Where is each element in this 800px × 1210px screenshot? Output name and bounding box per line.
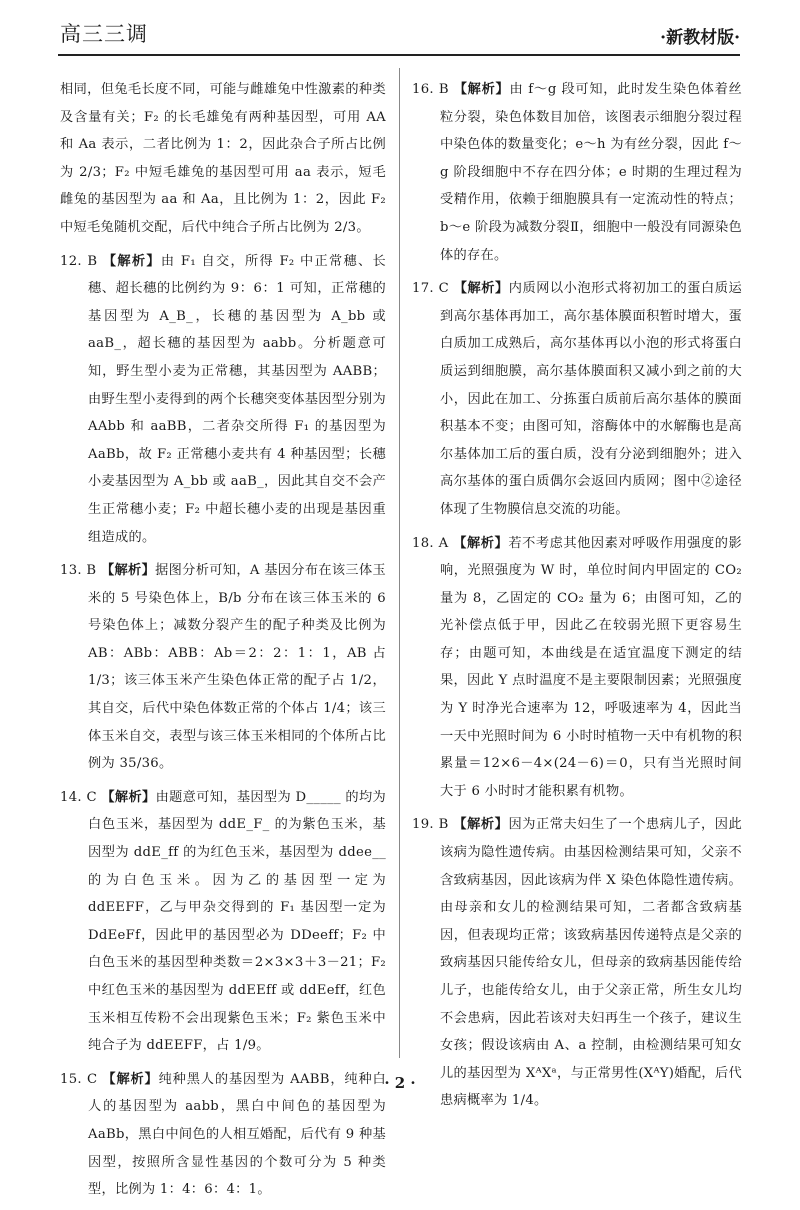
answer-item-18 (412, 530, 742, 806)
answer-explanation: 因为正常夫妇生了一个患病儿子，因此该病为隐性遗传病。由基因检测结果可知，父亲不含致病基因，因此该病为伴 X 染色体隐性遗传病。由母亲和女儿的检测结果可知，二者都含致病基因，但表现均正常；该致病基因传递特点是父亲的致病基因只能传给女儿，但母亲的致病基因能传给儿子，也能传给女儿，由于父亲正常，所生女儿均不会患病，因此若该对夫妇再生一个孩子，建议生女孩；假设该病由 A、a 控制，由检测结果可知女儿的基因型为 XᴬXᵃ，与正常男性(XᴬY)婚配，后代患病概率为 1/4。 (440, 817, 742, 1109)
question-number: 15. (60, 1071, 82, 1087)
answer-letter: B (86, 563, 97, 579)
answer-explanation: 由题意可知，基因型为 D_____ 的均为白色玉米，基因型为 ddE_F_ 的为紫色玉米，基因型为 ddE_ff 的为红色玉米，基因型为 ddee__ 的为白色玉米。因为乙的基因型一定为 ddEEFF，乙与甲杂交得到的 F₁ 基因型一定为 DdEeFf，因此甲的基因型必为 DDeeff；F₂ 中白色玉米的基因型种类数＝2×3×3＋3－21；F₂ 中红色玉米的基因型为 ddEEff 或 ddEeff，红色玉米相互传粉不会出现紫色玉米；F₂ 紫色玉米中纯合子为 ddEEFF，占 1/9。 (88, 789, 387, 1054)
answer-explanation: 内质网以小泡形式将初加工的蛋白质运到高尔基体再加工，高尔基体膜面积暂时增大，蛋白质加工成熟后，高尔基体再以小泡的形式将蛋白质运到细胞膜，高尔基体膜面积又减小到之前的大小，因此在加工、分拣蛋白质前后高尔基体的膜面积基本不变；由图可知，溶酶体中的水解酶也是高尔基体加工后的蛋白质，没有分泌到细胞外；进入高尔基体的蛋白质偶尔会返回内质网；图中②途径体现了生物膜信息交流的功能。 (440, 281, 742, 517)
column-divider (399, 68, 400, 1058)
analysis-tag: 【解析】 (453, 817, 509, 833)
page-header (58, 14, 740, 56)
answer-letter: C (438, 281, 450, 297)
answer-explanation: 由 F₁ 自交，所得 F₂ 中正常穗、长穗、超长穗的比例约为 9：6：1 可知，正常穗的基因型为 A_B_，长穗的基因型为 A_bb 或 aaB_，超长穗的基因型为 aabb。分析题意可知，野生型小麦为正常穗，其基因型为 AABB；由野生型小麦得到的两个长穗突变体基因型分别为 AAbb 和 aaBB，二者杂交所得 F₁ 的基因型为 AaBb，故 F₂ 正常穗小麦共有 4 种基因型；长穗小麦基因型为 A_bb 或 aaB_，因此其自交不会产生正常穗小麦；F₂ 中超长穗小麦的出现是基因重组造成的。 (88, 253, 387, 545)
question-number: 14. (60, 789, 82, 805)
left-column (60, 76, 386, 1210)
answer-item-16 (412, 76, 742, 269)
answer-explanation: 由 f～g 段可知，此时发生染色体着丝粒分裂，染色体数目加倍，该图表示细胞分裂过程中染色体的数量变化；e～h 为有丝分裂，因此 f～g 阶段细胞中不存在四分体；e 时期的生理过程为受精作用，依赖于细胞膜具有一定流动性的特点；b～e 阶段为减数分裂Ⅱ，细胞中一般没有同源染色体的存在。 (440, 82, 743, 263)
answer-item-13 (60, 557, 386, 778)
answer-item-17 (412, 275, 742, 523)
answer-letter: C (86, 789, 97, 805)
answer-explanation: 据图分析可知，A 基因分布在该三体玉米的 5 号染色体上，B/b 分布在该三体玉米的 6 号染色体上；减数分裂产生的配子种类及比例为 AB：ABb：ABB：Ab＝2：2：1：1，AB 占 1/3；该三体玉米产生染色体正常的配子占 1/2，其自交，后代中染色体数正常的个体占 1/4；该三体玉米自交，表型与该三体玉米相同的个体所占比例为 35/36。 (88, 563, 386, 772)
analysis-tag: 【解析】 (102, 1071, 159, 1087)
answer-explanation: 纯种黑人的基因型为 AABB，纯种白人的基因型为 aabb，黑白中间色的基因型为 AaBb，黑白中间色的人相互婚配，后代有 9 种基因型，按照所含显性基因的个数可分为 5 种类型，比例为 1：4：6：4：1。 (88, 1071, 386, 1198)
analysis-tag: 【解析】 (453, 281, 509, 297)
question-number: 16. (412, 82, 434, 97)
analysis-tag: 【解析】 (100, 563, 156, 579)
answer-item-19 (412, 811, 742, 1115)
right-column (412, 76, 742, 1121)
answer-item-14 (60, 784, 386, 1060)
header-edition: ·新教材版· (660, 28, 740, 48)
answer-letter: B (87, 253, 98, 269)
question-number: 12. (60, 253, 82, 269)
header-title: 高三三调 (60, 22, 148, 46)
analysis-tag: 【解析】 (102, 253, 161, 269)
question-number: 19. (412, 817, 434, 833)
answer-item-12 (60, 248, 386, 552)
page-number: · 2 · (384, 1074, 416, 1092)
answer-letter: C (86, 1071, 98, 1087)
continued-answer-text: 相同，但兔毛长度不同，可能与雌雄兔中性激素的种类及含量有关；F₂ 的长毛雄兔有两种基因型，可用 AA 和 Aa 表示，二者比例为 1：2，因此杂合子所占比例为 2/3；F₂ 中短毛雄兔的基因型可用 aa 表示，短毛雌兔的基因型为 aa 和 Aa，且比例为 1：2，因此 F₂ 中短毛兔随机交配，后代中纯合子所占比例为 2/3。 (60, 82, 386, 235)
question-number: 13. (60, 563, 82, 579)
analysis-tag: 【解析】 (101, 789, 156, 805)
analysis-tag: 【解析】 (453, 535, 509, 551)
answer-explanation: 若不考虑其他因素对呼吸作用强度的影响，光照强度为 W 时，单位时间内甲固定的 CO₂ 量为 8，乙固定的 CO₂ 量为 6；由图可知，乙的光补偿点低于甲，因此乙在较弱光照下更容易生存；由题可知，本曲线是在适宜温度下测定的结果，因此 Y 点时温度不是主要限制因素；光照强度为 Y 时净光合速率为 12，呼吸速率为 4，因此当一天中光照时间为 6 小时时植物一天中有机物的积累量＝12×6－4×(24－6)＝0，只有当光照时间大于 6 小时时才能积累有机物。 (440, 535, 743, 799)
analysis-tag: 【解析】 (453, 82, 510, 97)
answer-letter: B (438, 817, 449, 833)
answer-letter: A (438, 535, 449, 551)
question-number: 18. (412, 535, 434, 551)
answer-letter: B (438, 82, 449, 97)
question-number: 17. (412, 281, 434, 297)
